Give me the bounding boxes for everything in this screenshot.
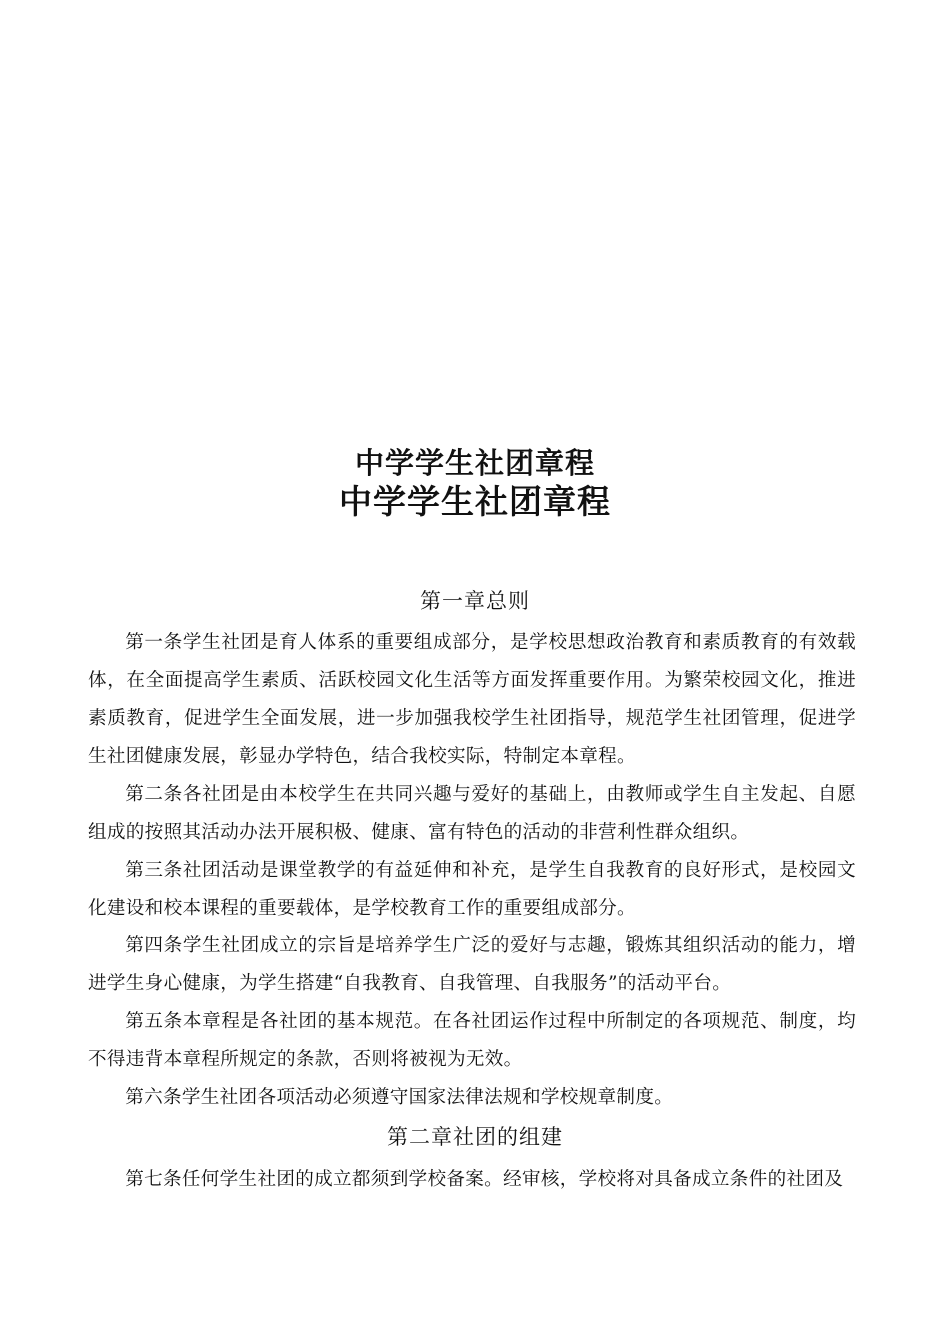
article-2: 第二条各社团是由本校学生在共同兴趣与爱好的基础上，由教师或学生自主发起、自愿组成的按照其活动办法开展积极、健康、富有特色的活动的非营利性群众组织。: [88, 784, 856, 843]
chapter1-heading: 第一章总则: [420, 589, 530, 613]
article-7: 第七条任何学生社团的成立都须到学校备案。经审核，学校将对具备成立条件的社团及: [125, 1169, 844, 1190]
article-6: 第六条学生社团各项活动必须遵守国家法律法规和学校规章制度。: [125, 1087, 674, 1108]
article-1: 第一条学生社团是育人体系的重要组成部分，是学校思想政治教育和素质教育的有效载体，在全面提高学生素质、活跃校园文化生活等方面发挥重要作用。为繁荣校园文化，推进素质教育，促进学生全面发展，进一步加强我校学生社团指导，规范学生社团管理，促进学生社团健康发展，彰显办学特色，结合我校实际，特制定本章程。: [88, 632, 856, 767]
article-4: 第四条学生社团成立的宗旨是培养学生广泛的爱好与志趣，锻炼其组织活动的能力，增进学生身心健康，为学生搭建“自我教育、自我管理、自我服务”的活动平台。: [88, 935, 856, 994]
article-3: 第三条社团活动是课堂教学的有益延伸和补充，是学生自我教育的良好形式，是校园文化建设和校本课程的重要载体，是学校教育工作的重要组成部分。: [88, 860, 856, 919]
document-title-line2: 中学学生社团章程: [339, 482, 611, 521]
article-5: 第五条本章程是各社团的基本规范。在各社团运作过程中所制定的各项规范、制度，均不得违背本章程所规定的条款，否则将被视为无效。: [88, 1011, 856, 1070]
document-title-line1: 中学学生社团章程: [354, 446, 595, 480]
chapter2-heading: 第二章社团的组建: [387, 1125, 563, 1149]
